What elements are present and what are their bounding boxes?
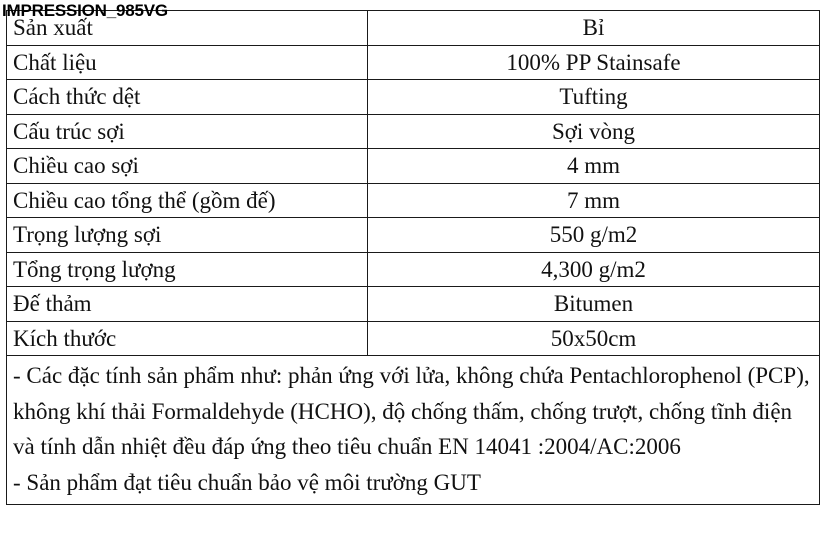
spec-label: Kích thước [7, 321, 368, 356]
spec-value: 100% PP Stainsafe [368, 45, 820, 80]
table-row [7, 114, 820, 149]
spec-label: Sản xuất [7, 11, 368, 46]
table-row [7, 252, 820, 287]
spec-label: Chiều cao tổng thể (gồm đế) [7, 183, 368, 218]
spec-label: Trọng lượng sợi [7, 218, 368, 253]
table-row [7, 149, 820, 184]
table-row [7, 287, 820, 322]
notes-cell [7, 356, 820, 505]
table-row [7, 45, 820, 80]
spec-value: Bỉ [368, 11, 820, 46]
table-row [7, 80, 820, 115]
spec-label: Tổng trọng lượng [7, 252, 368, 287]
spec-value: 7 mm [368, 183, 820, 218]
spec-label: Đế thảm [7, 287, 368, 322]
spec-label: Cách thức dệt [7, 80, 368, 115]
spec-table [6, 10, 820, 505]
spec-label: Chất liệu [7, 45, 368, 80]
note-environment: - Sản phẩm đạt tiêu chuẩn bảo vệ môi trường GUT [13, 469, 481, 495]
watermark-text: IMPRESSION_985VG [2, 1, 168, 20]
spec-label: Cấu trúc sợi [7, 114, 368, 149]
table-row [7, 218, 820, 253]
note-compliance: - Các đặc tính sản phẩm như: phản ứng với lửa, không chứa Pentachlorophenol (PCP), không khí thải Formaldehyde (HCHO), độ chống thấm, chống trượt, chống tĩnh điện và tính dẫn nhiệt đều đáp ứng theo tiêu chuẩn EN 14041 :2004/AC:2006 [13, 363, 810, 459]
spec-label: Chiều cao sợi [7, 149, 368, 184]
notes-row [7, 356, 820, 505]
spec-value: Bitumen [368, 287, 820, 322]
spec-value: Tufting [368, 80, 820, 115]
table-row [7, 183, 820, 218]
spec-value: Sợi vòng [368, 114, 820, 149]
spec-value: 4 mm [368, 149, 820, 184]
spec-value: 550 g/m2 [368, 218, 820, 253]
spec-value: 50x50cm [368, 321, 820, 356]
table-row [7, 321, 820, 356]
spec-value: 4,300 g/m2 [368, 252, 820, 287]
